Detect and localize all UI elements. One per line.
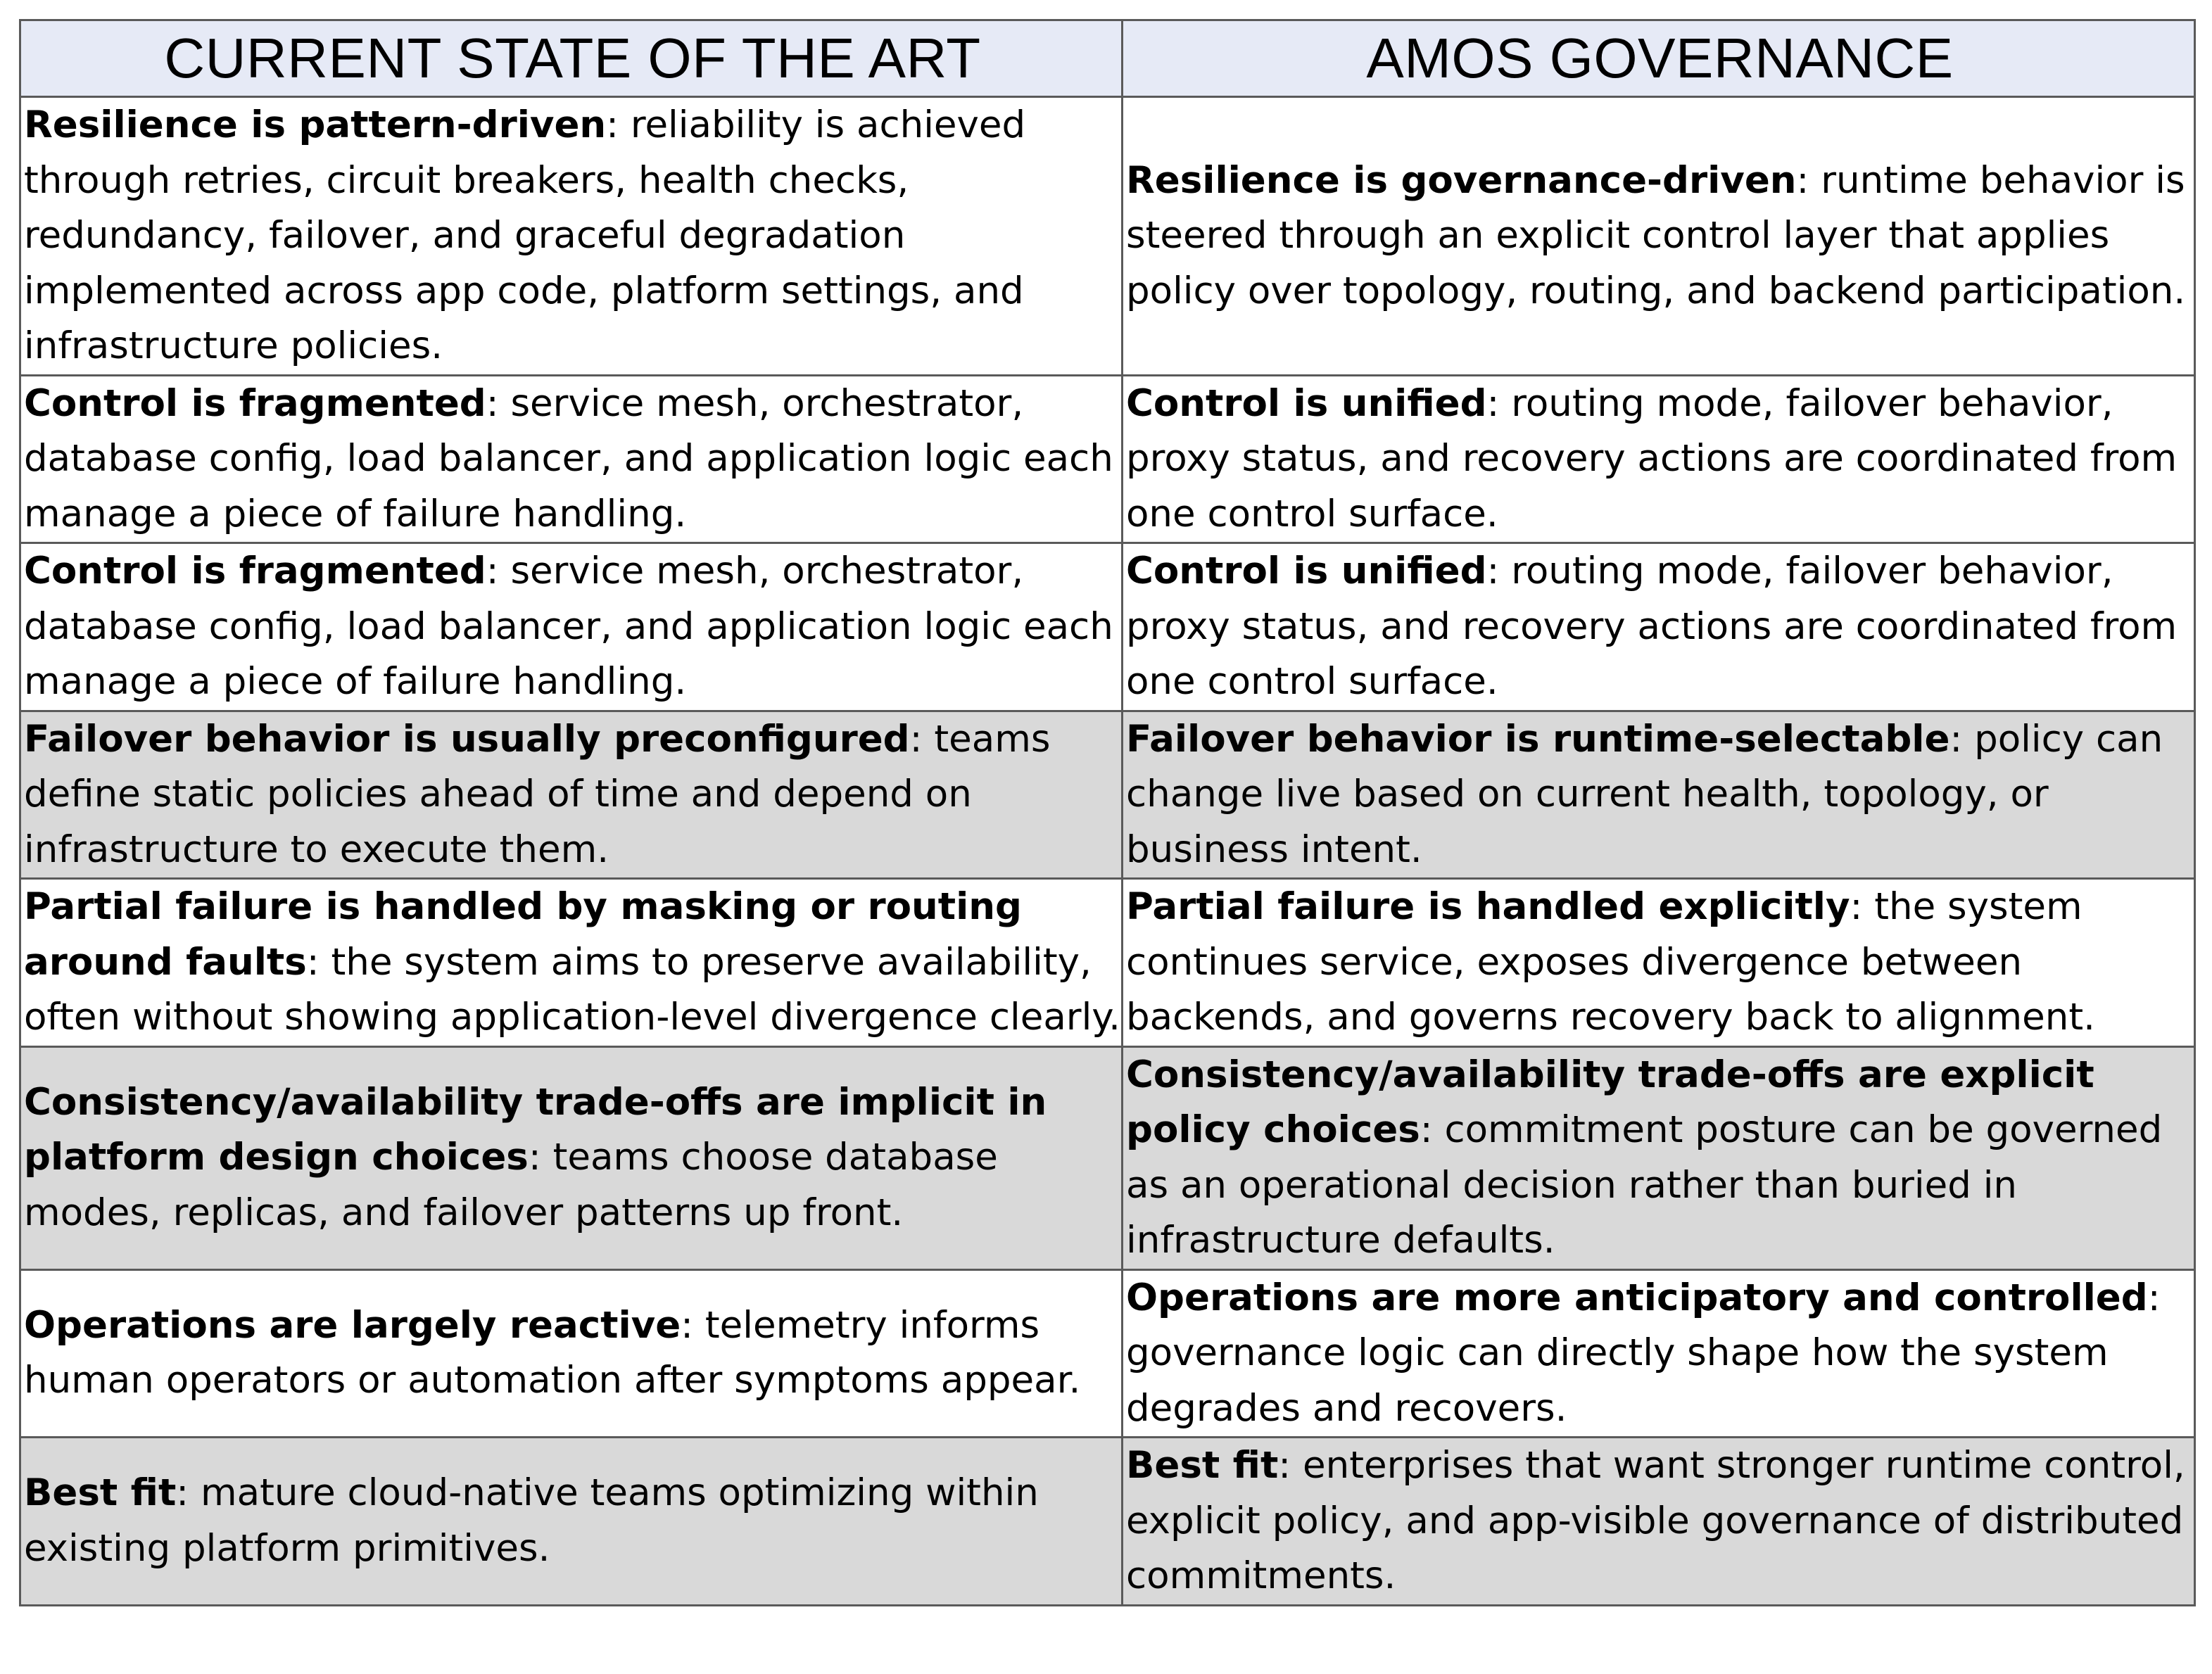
cell-text: : service mesh, orchestrator, database config, load balancer, and application logic each manage a piece of failure handling. — [24, 381, 1113, 535]
cell-current-tradeoffs — [20, 1046, 1123, 1269]
table-row — [20, 375, 2195, 543]
cell-current-best-fit — [20, 1438, 1123, 1606]
cell-lead: Consistency/availability trade-offs are implicit in platform design choices — [24, 1080, 1047, 1179]
cell-lead: Failover behavior is runtime-selectable — [1126, 717, 1950, 761]
cell-current-control-duplicate — [20, 543, 1123, 711]
cell-lead: Failover behavior is usually preconfigured — [24, 717, 910, 761]
cell-lead: Best fit — [1126, 1444, 1279, 1487]
cell-lead: Operations are more anticipatory and controlled — [1126, 1276, 2148, 1319]
cell-lead: Partial failure is handled by masking or routing around faults — [24, 885, 1022, 984]
cell-amos-failover — [1123, 711, 2195, 879]
table-row — [20, 1438, 2195, 1606]
table-row — [20, 711, 2195, 879]
cell-text: : service mesh, orchestrator, database config, load balancer, and application logic each manage a piece of failure handling. — [24, 550, 1113, 703]
cell-text: : reliability is achieved through retries, circuit breakers, health checks, redundancy, failover, and graceful degradation implemented across app code, platform settings, and infrastructure policies. — [24, 103, 1026, 367]
cell-text: : routing mode, failover behavior, proxy status, and recovery actions are coordinated from one control surface. — [1126, 381, 2178, 535]
table-row — [20, 879, 2195, 1047]
cell-text: : the system continues service, exposes divergence between backends, and governs recovery back to alignment. — [1126, 885, 2095, 1039]
cell-text: : telemetry informs human operators or automation after symptoms appear. — [24, 1303, 1081, 1402]
cell-lead: Operations are largely reactive — [24, 1303, 681, 1347]
cell-current-operations — [20, 1269, 1123, 1438]
cell-amos-partial-failure — [1123, 879, 2195, 1047]
cell-text: : mature cloud-native teams optimizing within existing platform primitives. — [24, 1471, 1039, 1570]
header-current-state: CURRENT STATE OF THE ART — [20, 20, 1123, 97]
header-row — [20, 20, 2195, 97]
cell-lead: Resilience is governance-driven — [1126, 158, 1797, 202]
comparison-page — [19, 19, 2194, 1606]
cell-current-control — [20, 375, 1123, 543]
cell-amos-resilience — [1123, 97, 2195, 376]
cell-amos-control-duplicate — [1123, 543, 2195, 711]
table-row — [20, 1046, 2195, 1269]
cell-text: : policy can change live based on current health, topology, or business intent. — [1126, 717, 2163, 871]
cell-lead: Control is unified — [1126, 381, 1487, 425]
cell-lead: Consistency/availability trade-offs are explicit policy choices — [1126, 1053, 2094, 1151]
cell-lead: Partial failure is handled explicitly — [1126, 885, 1850, 928]
cell-current-failover — [20, 711, 1123, 879]
cell-current-resilience — [20, 97, 1123, 376]
cell-text: : runtime behavior is steered through an explicit control layer that applies policy over topology, routing, and backend participation. — [1126, 158, 2186, 312]
cell-text: : the system aims to preserve availability, often without showing application-level divergence clearly. — [24, 940, 1120, 1039]
table-row — [20, 543, 2195, 711]
cell-lead: Best fit — [24, 1471, 177, 1515]
cell-amos-best-fit — [1123, 1438, 2195, 1606]
cell-lead: Control is unified — [1126, 550, 1487, 592]
cell-text: : routing mode, failover behavior, proxy status, and recovery actions are coordinated from one control surface. — [1126, 550, 2178, 703]
cell-text: : enterprises that want stronger runtime control, explicit policy, and app-visible governance of distributed commitments. — [1126, 1444, 2185, 1597]
header-amos-governance: AMOS GOVERNANCE — [1123, 20, 2195, 97]
table-row — [20, 1269, 2195, 1438]
cell-lead: Control is fragmented — [24, 381, 486, 425]
cell-current-partial-failure — [20, 879, 1123, 1047]
cell-text: : commitment posture can be governed as an operational decision rather than buried in infrastructure defaults. — [1126, 1108, 2163, 1262]
cell-text: : teams define static policies ahead of time and depend on infrastructure to execute them. — [24, 717, 1051, 871]
table-row — [20, 97, 2195, 376]
comparison-table — [19, 19, 2196, 1606]
cell-lead: Control is fragmented — [24, 550, 486, 592]
cell-amos-control — [1123, 375, 2195, 543]
cell-amos-operations — [1123, 1269, 2195, 1438]
cell-amos-tradeoffs — [1123, 1046, 2195, 1269]
cell-text: : teams choose database modes, replicas, and failover patterns up front. — [24, 1136, 998, 1234]
cell-text: : governance logic can directly shape how the system degrades and recovers. — [1126, 1276, 2161, 1430]
cell-lead: Resilience is pattern-driven — [24, 103, 607, 146]
